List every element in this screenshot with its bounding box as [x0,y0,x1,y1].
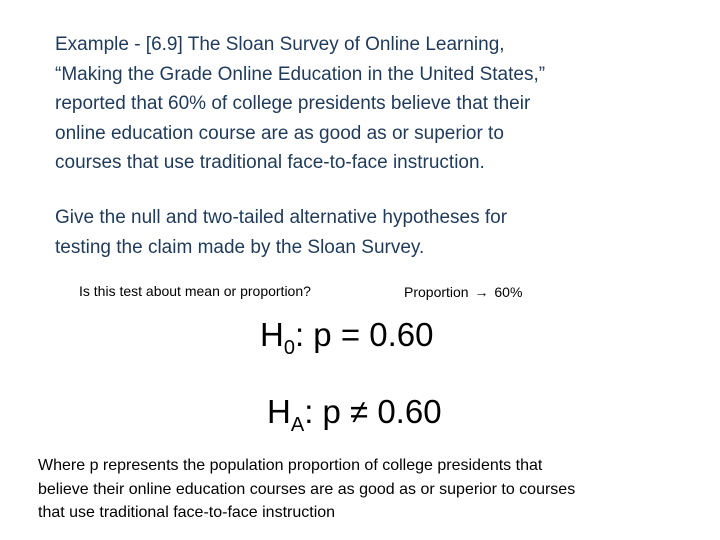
question-line: Give the null and two-tailed alternative hypotheses for [55,207,508,228]
example-line: online education course are as good as or superior to [55,122,504,144]
test-type-question: Is this test about mean or proportion? [79,283,311,299]
null-hypothesis-symbol: H [260,316,284,353]
right-arrow-icon: → [474,284,489,300]
null-hypothesis [260,316,434,360]
alternative-hypothesis-statement: : p ≠ 0.60 [304,393,442,430]
definition-line: believe their online education courses are as good as or superior to courses [38,480,576,498]
answer-label: Proportion [404,284,469,300]
example-line: reported that 60% of college presidents believe that their [55,93,531,114]
test-type-answer [404,284,522,300]
null-hypothesis-subscript: 0 [283,337,295,359]
definition-line: Where p represents the population proportion of college presidents that [38,457,543,474]
alternative-hypothesis-symbol: H [267,393,291,430]
example-line: courses that use traditional face-to-face instruction. [55,152,485,173]
alternative-hypothesis [267,393,442,437]
example-line: “Making the Grade Online Education in the United States,” [55,63,546,85]
example-text [55,30,695,178]
alternative-hypothesis-subscript: A [290,414,305,436]
question-line: testing the claim made by the Sloan Survey. [55,236,425,258]
answer-value: 60% [494,284,523,300]
question-text [55,203,695,262]
example-line: Example - [6.9] The Sloan Survey of Online Learning, [55,34,505,55]
definition-line: that use traditional face-to-face instruction [38,504,336,521]
null-hypothesis-statement: : p = 0.60 [294,316,434,353]
parameter-definition [38,454,698,525]
